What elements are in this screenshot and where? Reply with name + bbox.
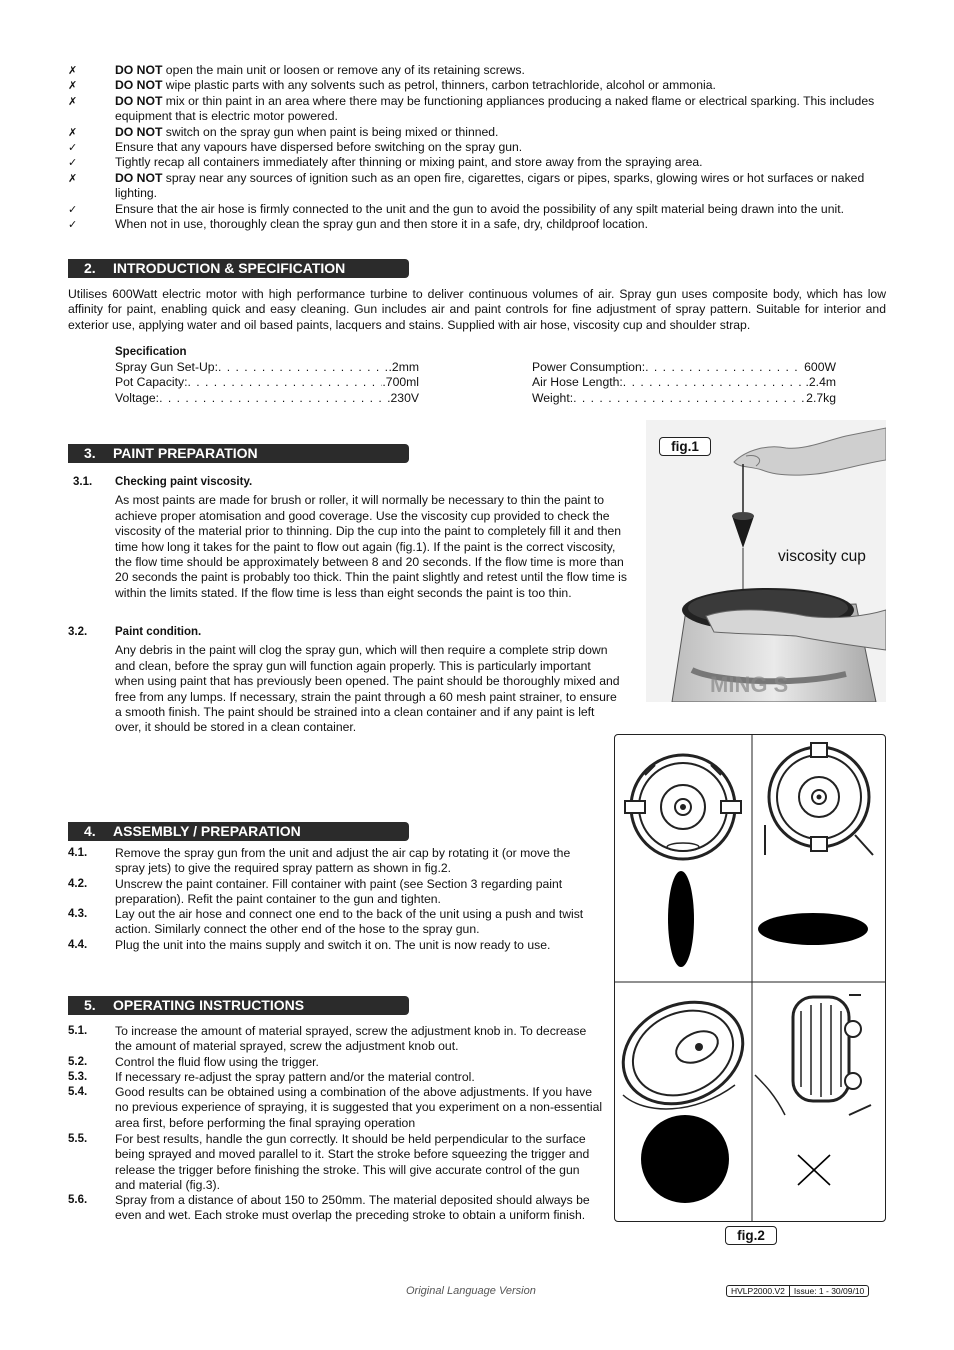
warning-label: DO NOT — [115, 63, 163, 77]
safety-text: wipe plastic parts with any solvents such as petrol, thinners, carbon tetrachloride, alcohol or ammonia. — [162, 78, 716, 93]
check-icon: ✓ — [68, 218, 78, 232]
section-header-operating — [68, 996, 409, 1015]
viscosity-cup-caption: viscosity cup — [778, 548, 866, 565]
air-cap-vertical-icon — [625, 755, 741, 859]
section-header-paint-preparation — [68, 444, 409, 463]
warning-label: DO NOT — [115, 124, 163, 139]
item-number: 5.3. — [68, 1071, 88, 1083]
cross-icon: ✗ — [68, 94, 78, 108]
check-icon: ✓ — [68, 141, 78, 155]
assembly-item — [68, 846, 603, 877]
check-icon: ✓ — [68, 156, 78, 170]
safety-item — [68, 78, 886, 93]
spec-key: Spray Gun Set-Up: — [115, 360, 218, 374]
safety-item — [68, 140, 886, 155]
assembly-item — [68, 877, 603, 908]
check-icon: ✓ — [68, 202, 78, 216]
item-text: As most paints are made for brush or roller, it will normally be necessary to thin the paint to achieve proper atomisation and good coverage. Use the viscosity cup provided to check the viscosity of the material prior to thinning. Dip the cup into the paint to completely fill it and then time how long it takes for the paint to flow out again (fig.1). If the paint is the correct viscosity, the flow time should be approximately between 8 and 20 seconds. If the flow time is more than 20 seconds the paint is probably too thick. Thin the paint slightly and retest until the flow time is within the limits stated. If the flow time is less than eight seconds the paint is too thin. — [115, 493, 627, 600]
spec-value: .2mm — [388, 360, 419, 374]
spec-value: .2.4m — [805, 375, 836, 390]
item-number: 4.2. — [68, 878, 88, 890]
safety-text: mix or thin paint in an area where there may be functioning appliances producing a naked flame or electrical sparking. This includes equipment that is electric motor powered. — [115, 93, 875, 124]
spray-pattern-diagram — [614, 734, 886, 1222]
safety-item — [68, 125, 886, 140]
section-title: PAINT PREPARATION — [113, 445, 258, 461]
operating-item — [68, 1055, 603, 1070]
item-text: For best results, handle the gun correctly. It should be held perpendicular to the surface being sprayed and moved parallel to it. Start the stroke before squeezing the trigger and release the trigger before finishing the stroke. This will give accurate control of the gun and material (fig.3). — [115, 1132, 590, 1193]
fig1-label: fig.1 — [659, 437, 711, 456]
section-number: 5. — [84, 997, 96, 1013]
safety-item — [68, 171, 886, 202]
spec-column-left — [115, 360, 419, 406]
item-text: Good results can be obtained using a combination of the above adjustments. If you have no previous experience of spraying, it is suggested that you experiment on a non-essential area first, before performing the final spraying operation — [115, 1085, 603, 1130]
intro-paragraph: Utilises 600Watt electric motor with high performance turbine to deliver continuous volumes of air. Spray gun uses composite body, which has low affinity for paint, enabling quick and easy cleaning. Gun includes air and paint controls for fine adjustment of spray pattern. Suitable for interior and exterior use, applying water and oil based paints, lacquers and stains. Supplied with air hose, viscosity cup and shoulder strap. — [68, 287, 886, 332]
round-spray-pattern — [641, 1115, 729, 1203]
paint-item-3-1 — [68, 475, 628, 601]
svg-text:MING S: MING S — [710, 672, 789, 697]
warning-label: DO NOT — [115, 170, 163, 185]
safety-item — [68, 155, 886, 170]
item-text: Lay out the air hose and connect one end to the back of the unit using a push and twist action. Similarly connect the other end of the hose to the spray gun. — [115, 907, 584, 937]
item-text: Plug the unit into the mains supply and switch it on. The unit is now ready to use. — [115, 938, 551, 952]
item-text: Any debris in the paint will clog the spray gun, which will then require a complete strip down and clean, before the spray gun will function again properly. This is particularly important when using paint that has previously been opened. The paint should be thoroughly mixed and free from any lumps. If necessary, strain the paint through a 60 mesh paint strainer, to ensure a smooth finish. The paint should be strained into a clean container and if any paint is left over, it should be stored in a clean container. — [115, 643, 620, 735]
section-header-introduction — [68, 259, 409, 278]
item-number: 4.3. — [68, 908, 88, 920]
safety-item — [68, 217, 886, 232]
item-number: 4.4. — [68, 939, 88, 951]
cross-icon: ✗ — [68, 79, 78, 93]
spec-row — [115, 360, 419, 375]
document-reference — [726, 1285, 869, 1297]
operating-item — [68, 1085, 603, 1131]
item-text: Spray from a distance of about 150 to 250mm. The material deposited should always be even and wet. Each stroke must overlap the preceding stroke to obtain a uniform finish. — [115, 1193, 590, 1223]
cross-icon: ✗ — [68, 64, 78, 77]
spec-key: Pot Capacity: — [115, 375, 188, 390]
spec-column-right — [532, 360, 836, 406]
item-text: If necessary re-adjust the spray pattern and/or the material control. — [115, 1070, 475, 1084]
item-number: 5.5. — [68, 1133, 88, 1145]
air-cap-horizontal-icon — [765, 743, 873, 855]
section-title: ASSEMBLY / PREPARATION — [113, 823, 301, 839]
item-text: Unscrew the paint container. Fill container with paint (see Section 3 regarding paint preparation). Refit the paint container to the gun and tighten. — [115, 877, 563, 907]
item-text: Control the fluid flow using the trigger. — [115, 1055, 319, 1069]
paint-item-3-2 — [68, 625, 620, 736]
spec-value: .700ml — [382, 375, 419, 390]
spec-value: 230V — [390, 390, 419, 405]
item-number: 5.1. — [68, 1025, 88, 1037]
safety-text: Ensure that the air hose is firmly connected to the unit and the gun to avoid the possibility of any spilt material being drawn into the unit. — [115, 201, 844, 216]
spec-title: Specification — [115, 346, 187, 358]
footer-text: Original Language Version — [406, 1285, 536, 1297]
item-number: 3.2. — [68, 626, 88, 638]
item-number: 4.1. — [68, 847, 88, 859]
safety-text: When not in use, thoroughly clean the spray gun and then store it in a safe, dry, childproof location. — [115, 217, 648, 232]
cross-icon: ✗ — [68, 171, 78, 185]
safety-item — [68, 94, 886, 125]
spec-key: Voltage: — [115, 390, 160, 405]
section-number: 4. — [84, 823, 96, 839]
item-heading: Checking paint viscosity. — [115, 476, 253, 488]
item-text: Remove the spray gun from the unit and adjust the air cap by rotating it (or move the spray jets) to give the required spray pattern as shown in fig.2. — [115, 846, 571, 876]
spec-key: Air Hose Length: — [532, 375, 623, 390]
assembly-item — [68, 938, 603, 953]
spec-value: 600W — [804, 360, 836, 374]
item-number: 5.4. — [68, 1086, 88, 1098]
safety-text: open the main unit or loosen or remove any of its retaining screws. — [162, 63, 525, 77]
operating-item — [68, 1132, 603, 1194]
operating-item — [68, 1070, 603, 1085]
warning-label: DO NOT — [115, 93, 163, 108]
item-number: 3.1. — [73, 476, 93, 488]
spec-key: Power Consumption: — [532, 360, 646, 374]
warning-label: DO NOT — [115, 78, 163, 93]
spec-row — [532, 375, 836, 390]
spec-row — [115, 391, 419, 406]
cross-icon: ✗ — [68, 125, 78, 139]
item-text: To increase the amount of material sprayed, screw the adjustment knob in. To decrease the amount of material sprayed, screw the adjustment knob out. — [115, 1024, 587, 1054]
safety-list — [68, 63, 886, 232]
spec-row — [532, 360, 836, 375]
air-cap-side-icon — [755, 995, 871, 1115]
operating-item — [68, 1024, 603, 1055]
safety-text: Tightly recap all containers immediately after thinning or mixing paint, and store away from the spraying area. — [115, 155, 703, 170]
assembly-item — [68, 907, 603, 938]
spec-row — [532, 391, 836, 406]
item-number: 5.6. — [68, 1194, 88, 1206]
spec-row — [115, 375, 419, 390]
spec-value: 2.7kg — [806, 390, 836, 405]
model-number: HVLP2000.V2 — [731, 1286, 785, 1296]
vertical-spray-pattern — [668, 871, 694, 967]
air-cap-round-icon — [615, 983, 759, 1122]
section-title: OPERATING INSTRUCTIONS — [113, 997, 305, 1013]
safety-item — [68, 63, 886, 78]
horizontal-spray-pattern — [758, 913, 868, 945]
fig2-label: fig.2 — [725, 1226, 777, 1245]
incorrect-x-icon — [798, 1155, 830, 1185]
safety-text: spray near any sources of ignition such as an open fire, cigarettes, cigars or pipes, sparks, glowing wires or hot surfaces or naked lighting. — [115, 170, 865, 201]
section-number: 2. — [84, 260, 96, 276]
safety-text: Ensure that any vapours have dispersed before switching on the spray gun. — [115, 140, 523, 155]
operating-item — [68, 1193, 603, 1224]
section-title: INTRODUCTION & SPECIFICATION — [113, 260, 346, 276]
section-header-assembly — [68, 822, 409, 841]
safety-text: switch on the spray gun when paint is being mixed or thinned. — [162, 124, 499, 139]
item-number: 5.2. — [68, 1056, 88, 1068]
issue-date: Issue: 1 - 30/09/10 — [789, 1286, 868, 1296]
section-number: 3. — [84, 445, 96, 461]
safety-item — [68, 202, 886, 217]
spec-key: Weight: — [532, 390, 574, 405]
item-heading: Paint condition. — [115, 626, 202, 638]
